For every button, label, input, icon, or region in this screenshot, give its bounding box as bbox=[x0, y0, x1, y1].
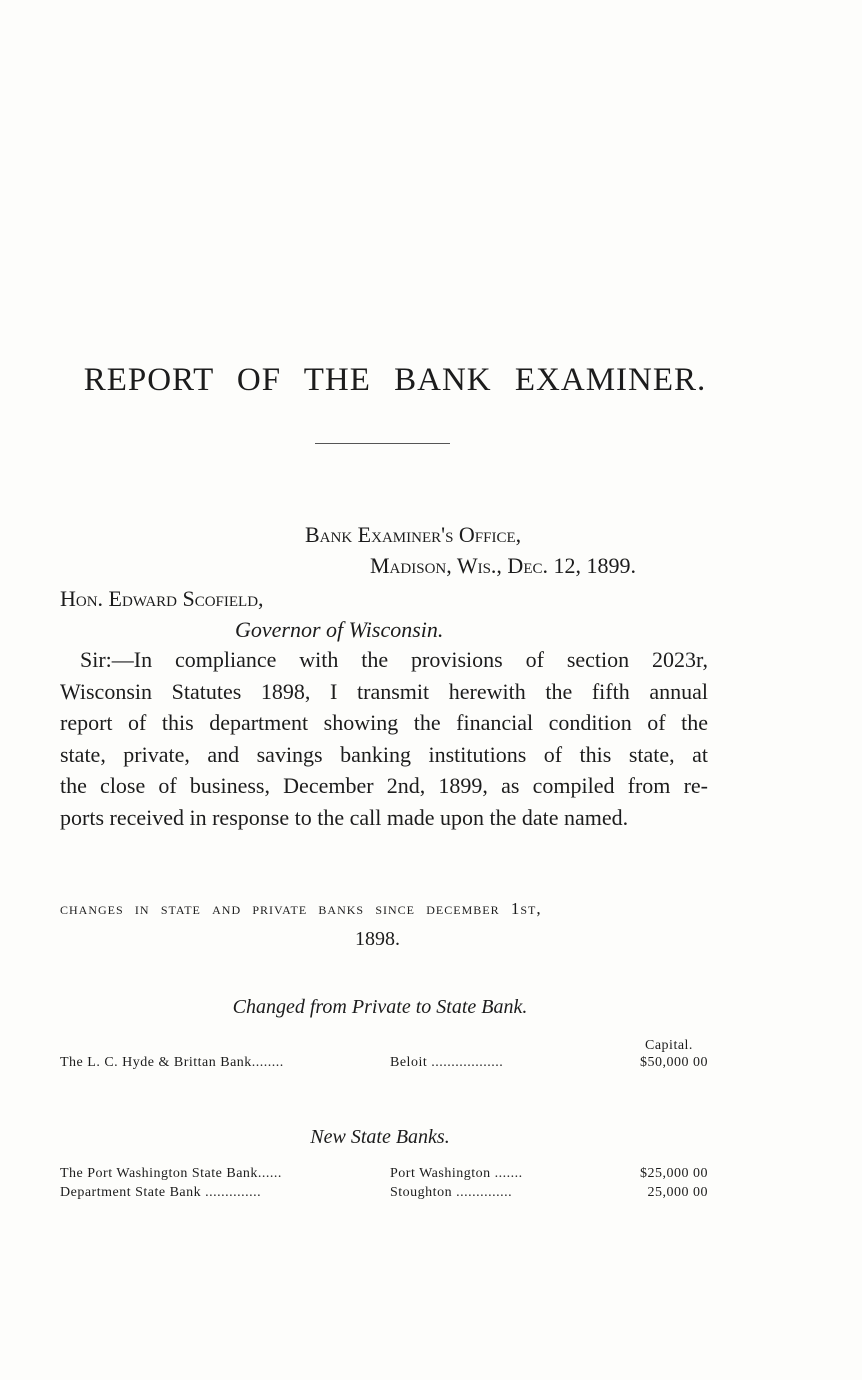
letter-body bbox=[60, 644, 708, 833]
body-line: state, private, and savings banking institutions of this state, at bbox=[60, 741, 708, 767]
office-line: Bank Examiner's Office, bbox=[305, 522, 522, 547]
changes-year: 1898. bbox=[355, 928, 400, 950]
bank-name: The L. C. Hyde & Brittan Bank........ bbox=[60, 1055, 284, 1070]
page-title: REPORT OF THE BANK EXAMINER. bbox=[83, 362, 707, 398]
addressee-title: Governor of Wisconsin. bbox=[235, 617, 444, 642]
body-line: ports received in response to the call made upon the date named. bbox=[60, 804, 629, 830]
bank-capital: $25,000 00 bbox=[640, 1166, 708, 1181]
changes-heading: changes in state and private banks since december 1st, bbox=[60, 899, 542, 918]
bank-place: Port Washington ....... bbox=[390, 1166, 523, 1181]
body-line: the close of business, December 2nd, 1899, as compiled from re- bbox=[60, 773, 708, 798]
addressee-line: Hon. Edward Scofield, bbox=[60, 586, 264, 611]
body-line: Sir:—In compliance with the provisions of section 2023r, bbox=[80, 647, 708, 672]
body-line: report of this department showing the financial condition of the bbox=[60, 710, 708, 735]
bank-name: Department State Bank .............. bbox=[60, 1185, 262, 1200]
bank-place: Beloit .................. bbox=[390, 1055, 504, 1070]
place-date-line: Madison, Wis., Dec. 12, 1899. bbox=[370, 553, 636, 578]
bank-capital: 25,000 00 bbox=[647, 1185, 708, 1200]
bank-capital: $50,000 00 bbox=[640, 1055, 708, 1070]
section-title-private-to-state: Changed from Private to State Bank. bbox=[232, 996, 528, 1018]
bank-name: The Port Washington State Bank...... bbox=[60, 1166, 282, 1181]
bank-place: Stoughton .............. bbox=[390, 1185, 513, 1200]
capital-column-header: Capital. bbox=[645, 1038, 693, 1053]
section-title-new-state-banks: New State Banks. bbox=[310, 1126, 450, 1148]
title-divider bbox=[315, 443, 450, 444]
body-line: Wisconsin Statutes 1898, I transmit herewith the fifth annual bbox=[60, 678, 708, 704]
